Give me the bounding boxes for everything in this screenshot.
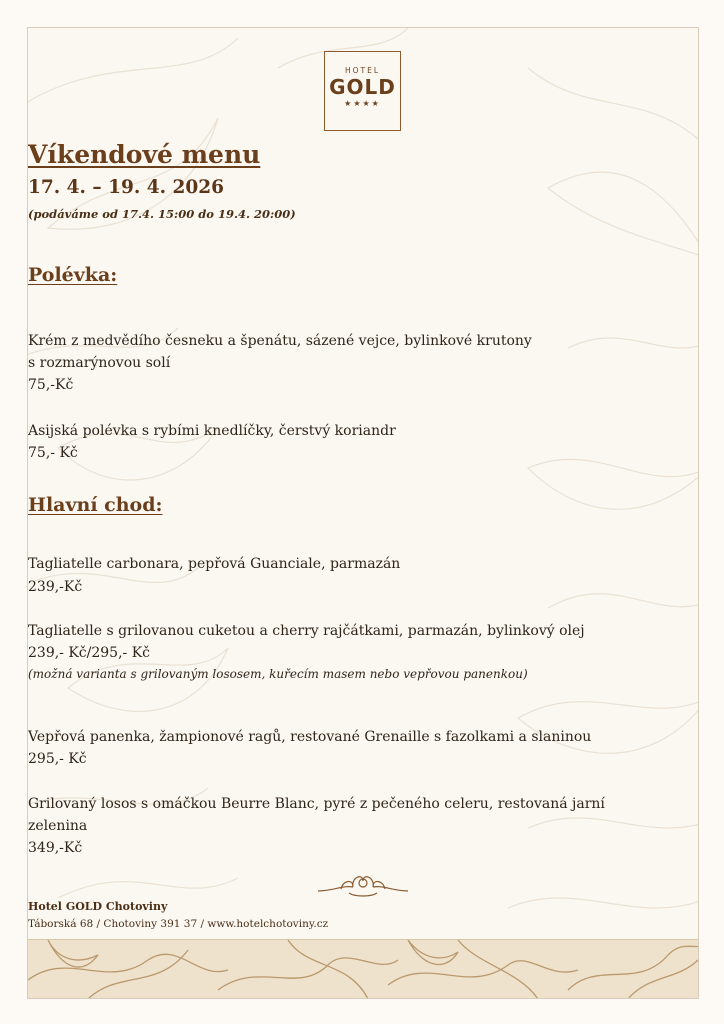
menu-item-price: 75,-Kč [28, 377, 74, 393]
menu-item-main-2 [28, 620, 698, 642]
menu-item-name: Tagliatelle s grilovanou cuketou a cherry rajčátkami, parmazán, bylinkový olej [28, 623, 585, 639]
menu-item-name-cont: zelenina [28, 818, 88, 834]
logo-stars: ★★★★ [344, 99, 381, 108]
menu-dates: 17. 4. – 19. 4. 2026 [28, 177, 224, 198]
menu-item-price: 295,- Kč [28, 751, 87, 767]
footer-address: Táborská 68 / Chotoviny 391 37 / www.hotelchotoviny.cz [28, 918, 329, 930]
menu-item-price: 349,-Kč [28, 840, 83, 856]
menu-item-soup-1 [28, 330, 698, 374]
menu-item-name: Grilovaný losos s omáčkou Beurre Blanc, pyré z pečeného celeru, restovaná jarní [28, 796, 605, 812]
hotel-gold-logo [324, 51, 401, 131]
menu-page [27, 27, 699, 999]
menu-item-name: Vepřová panenka, žampionové ragů, restované Grenaille s fazolkami a slaninou [28, 729, 592, 745]
logo-gold-text: GOLD [329, 75, 396, 99]
menu-item-name-cont: s rozmarýnovou solí [28, 355, 171, 371]
menu-item-name: Asijská polévka s rybími knedlíčky, čerstvý koriandr [28, 423, 396, 439]
section-heading-mains: Hlavní chod: [28, 494, 163, 516]
menu-item-price: 239,-Kč [28, 579, 83, 595]
menu-item-price: 75,- Kč [28, 445, 78, 461]
menu-item-soup-2 [28, 420, 698, 442]
leaf-pattern-band [28, 940, 698, 999]
menu-item-name: Krém z medvědího česneku a špenátu, sázené vejce, bylinkové krutony [28, 333, 532, 349]
menu-item-main-1 [28, 553, 698, 575]
logo-hotel-text: HOTEL [344, 66, 381, 75]
menu-item-main-3 [28, 726, 698, 748]
menu-item-note: (možná varianta s grilovaným lososem, kuřecím masem nebo vepřovou panenkou) [28, 667, 528, 681]
menu-title: Víkendové menu [28, 140, 261, 169]
menu-item-name: Tagliatelle carbonara, pepřová Guanciale, parmazán [28, 556, 401, 572]
menu-item-price: 239,- Kč/295,- Kč [28, 645, 151, 661]
menu-item-main-4 [28, 793, 698, 837]
footer-hotel-name: Hotel GOLD Chotoviny [28, 900, 168, 913]
serving-hours: (podáváme od 17.4. 15:00 do 19.4. 20:00) [28, 207, 296, 221]
section-heading-soups: Polévka: [28, 264, 118, 286]
decorative-footer-band [28, 939, 698, 999]
ornament-icon [313, 869, 413, 901]
